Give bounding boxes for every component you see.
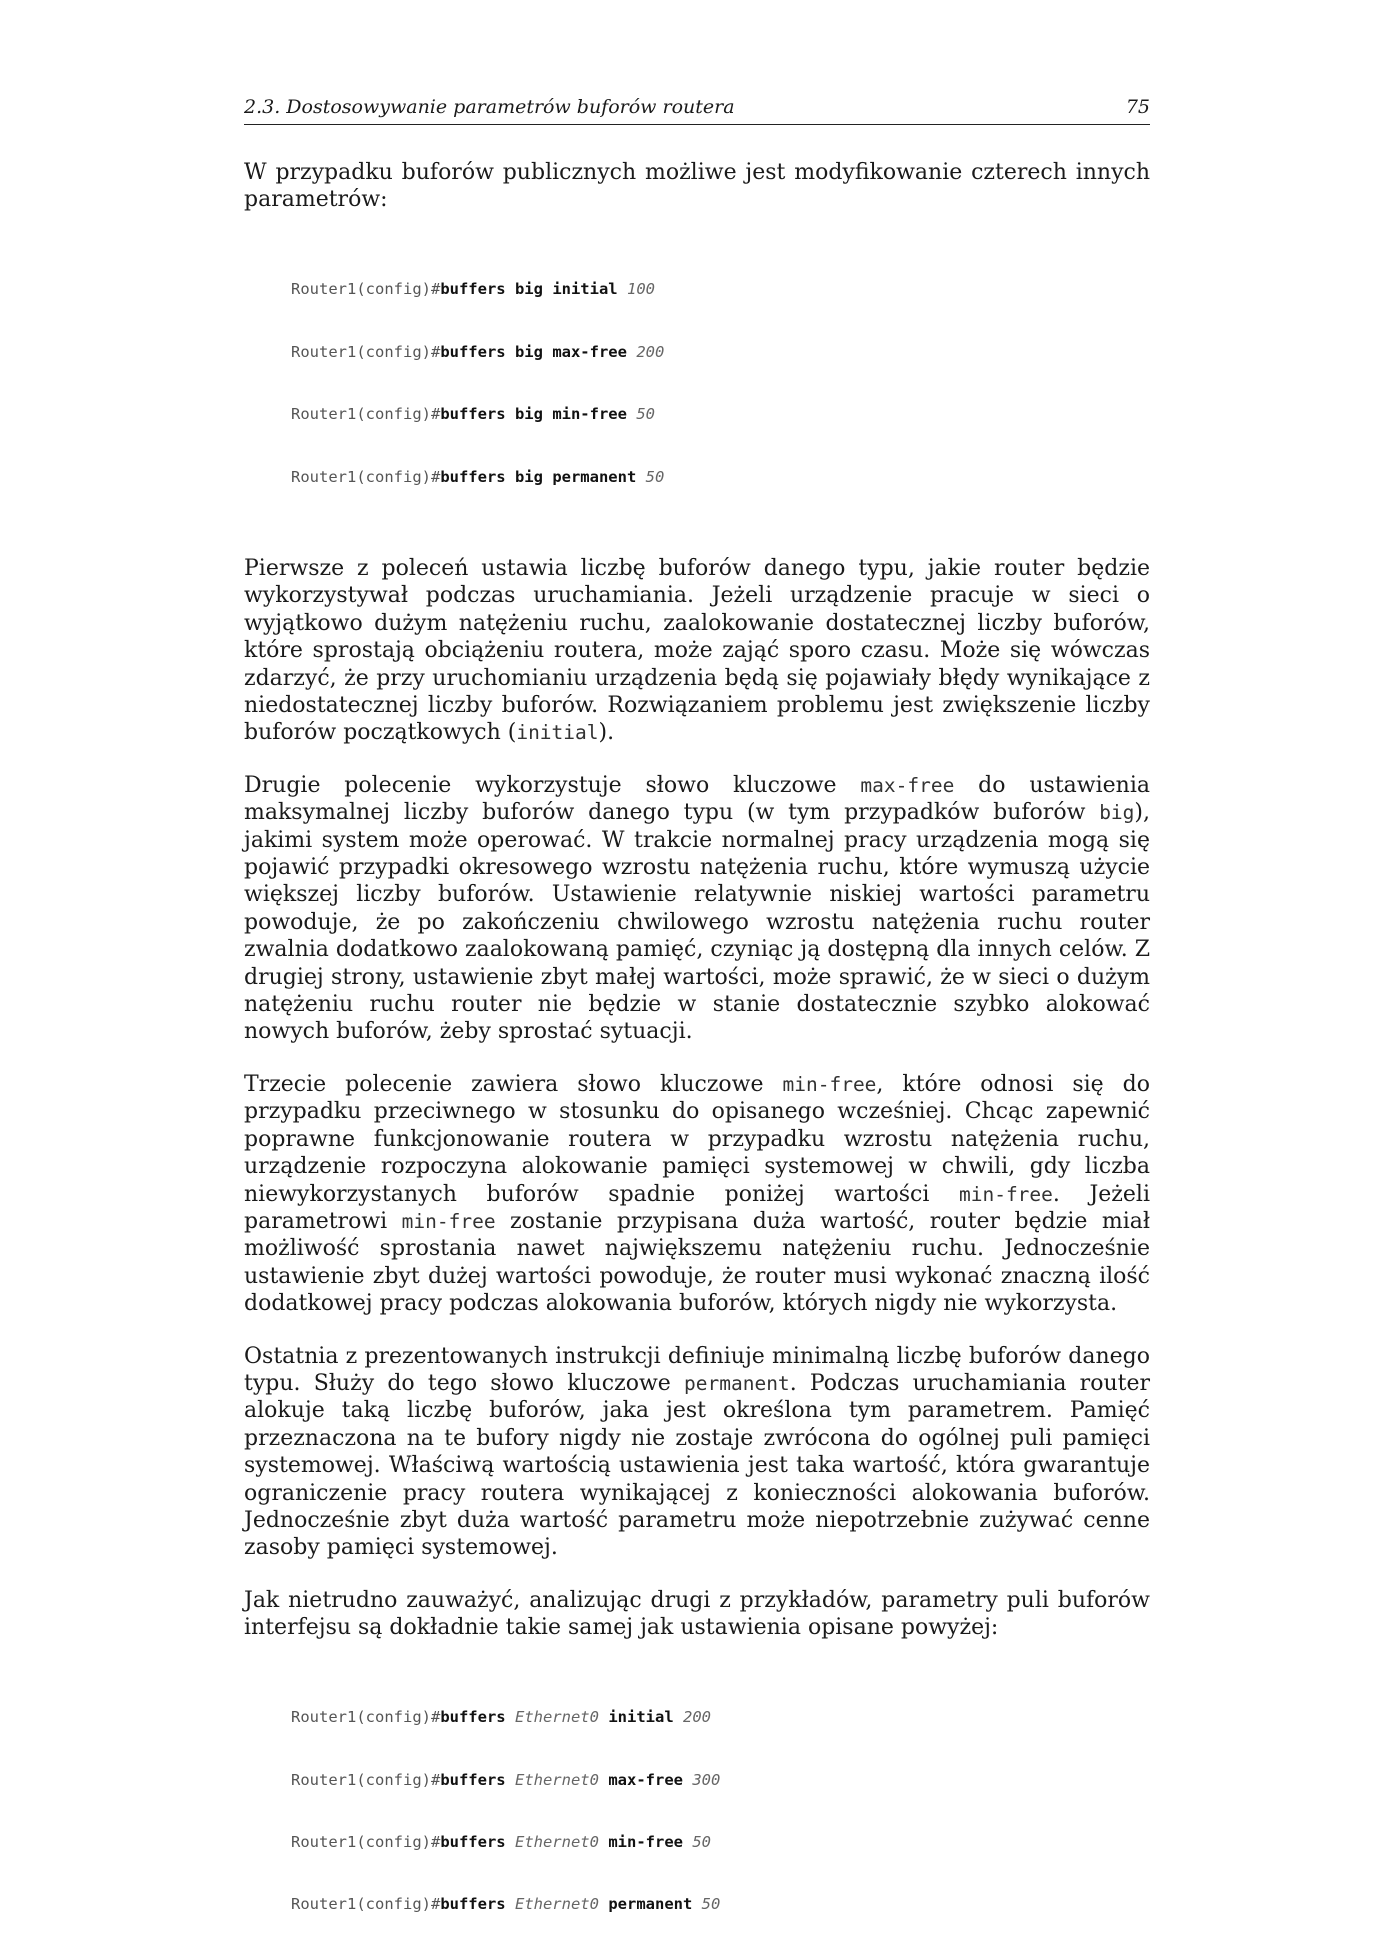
code-line: Router1(config)#buffers Ethernet0 permanent 50 [291, 1895, 721, 1914]
code-block-big-buffers [291, 238, 1150, 529]
inline-code: min-free [958, 1182, 1053, 1206]
code-line: Router1(config)#buffers Ethernet0 min-free 50 [291, 1832, 711, 1851]
code-line: Router1(config)#buffers Ethernet0 initial 200 [291, 1708, 711, 1727]
paragraph-intro: W przypadku buforów publicznych możliwe jest modyfikowanie czterech innych parametrów: [244, 160, 1150, 213]
code-line: Router1(config)#buffers big max-free 200 [291, 342, 665, 361]
inline-code: min-free [782, 1072, 877, 1096]
code-line: Router1(config)#buffers big min-free 50 [291, 405, 655, 424]
section-title: 2.3. Dostosowywanie parametrów buforów routera [244, 96, 735, 118]
paragraph-max-free: Drugie polecenie wykorzystuje słowo kluczowe max-free do ustawienia maksymalnej liczby buforów danego typu (w tym przypadków buforów big), jakimi system może operować. W trakcie normalnej pracy urządzenia mogą się pojawić przypadki okresowego wzrostu natężenia ruchu, które wymuszą użycie większej liczby buforów. Ustawienie relatywnie niskiej wartości parametru powoduje, że po zakończeniu chwilowego wzrostu natężenia ruchu router zwalnia dodatkowo zaalokowaną pamięć, czyniąc ją dostępną dla innych celów. Z drugiej strony, ustawienie zbyt małej wartości, może sprawić, że w sieci o dużym natężeniu ruchu router nie będzie w stanie dostatecznie szybko alokować nowych buforów, żeby sprostać sytuacji. [244, 772, 1150, 1045]
paragraph-min-free: Trzecie polecenie zawiera słowo kluczowe min-free, które odnosi się do przypadku przeciwnego w stosunku do opisanego wcześniej. Chcąc zapewnić poprawne funkcjonowanie routera w przypadku wzrostu natężenia ruchu, urządzenie rozpoczyna alokowanie pamięci systemowej w chwili, gdy liczba niewykorzystanych buforów spadnie poniżej wartości min-free. Jeżeli parametrowi min-free zostanie przypisana duża wartość, router będzie miał możliwość sprostania nawet największemu natężeniu ruchu. Jednocześnie ustawienie zbyt dużej wartości powoduje, że router musi wykonać znaczną ilość dodatkowej pracy podczas alokowania buforów, których nigdy nie wykorzysta. [244, 1071, 1150, 1317]
code-line: Router1(config)#buffers big initial 100 [291, 280, 655, 299]
inline-code: big [1099, 801, 1135, 825]
inline-code: min-free [401, 1209, 496, 1233]
inline-code: permanent [684, 1371, 790, 1395]
paragraph-initial: Pierwsze z poleceń ustawia liczbę buforów danego typu, jakie router będzie wykorzystywał podczas uruchamiania. Jeżeli urządzenie pracuje w sieci o wyjątkowo dużym natężeniu ruchu, zaalokowanie dostatecznej liczby buforów, które sprostają obciążeniu routera, może zająć sporo czasu. Może się wówczas zdarzyć, że przy uruchomianiu urządzenia będą się pojawiały błędy wynikające z niedostatecznej liczby buforów. Rozwiązaniem problemu jest zwiększenie liczby buforów początkowych (initial). [244, 555, 1150, 746]
book-page [244, 96, 1150, 1957]
running-header [244, 96, 1150, 125]
code-line: Router1(config)#buffers big permanent 50 [291, 467, 665, 486]
page-number: 75 [1125, 96, 1150, 118]
code-block-ethernet-buffers [291, 1666, 1150, 1957]
code-line: Router1(config)#buffers Ethernet0 max-free 300 [291, 1770, 721, 1789]
inline-code: initial [516, 721, 599, 745]
inline-code: max-free [860, 773, 955, 797]
paragraph-interface: Jak nietrudno zauważyć, analizując drugi z przykładów, parametry puli buforów interfejsu są dokładnie takie samej jak ustawienia opisane powyżej: [244, 1587, 1150, 1641]
paragraph-permanent: Ostatnia z prezentowanych instrukcji definiuje minimalną liczbę buforów danego typu. Służy do tego słowo kluczowe permanent. Podczas uruchamiania router alokuje taką liczbę buforów, jaka jest określona tym parametrem. Pamięć przeznaczona na te bufory nigdy nie zostaje zwrócona do ogólnej puli pamięci systemowej. Właściwą wartością ustawienia jest taka wartość, która gwarantuje ograniczenie pracy routera wynikającej z konieczności alokowania buforów. Jednocześnie zbyt duża wartość parametru może niepotrzebnie zużywać cenne zasoby pamięci systemowej. [244, 1343, 1150, 1561]
